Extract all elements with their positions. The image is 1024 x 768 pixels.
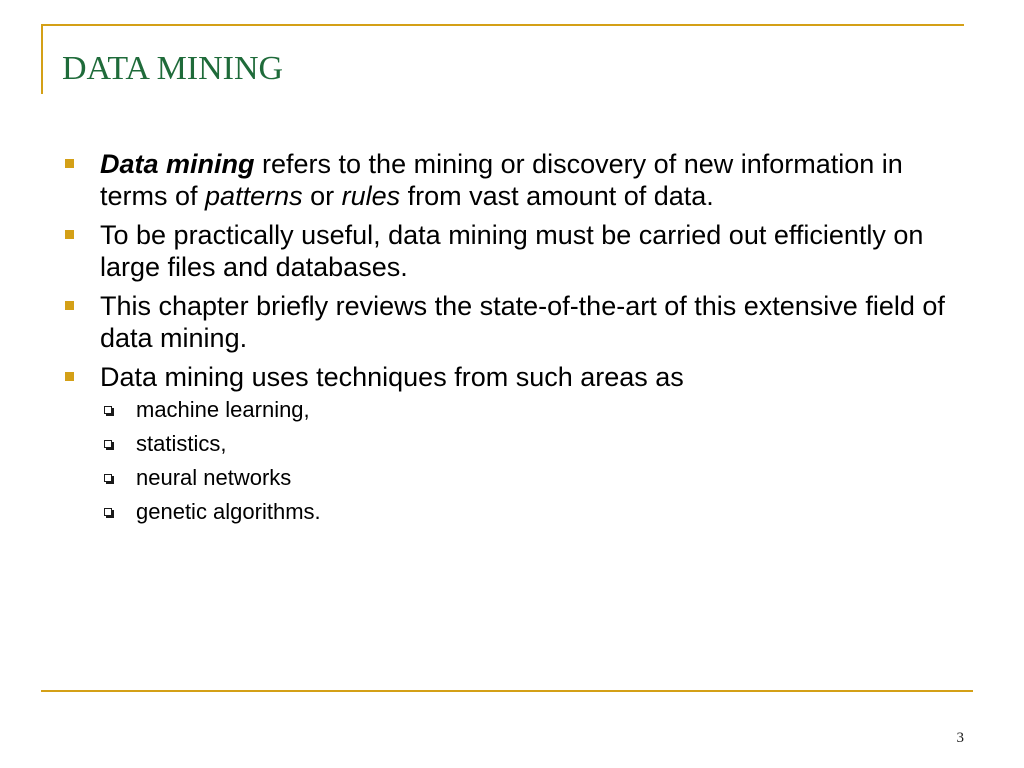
bullet-text: Data mining uses techniques from such areas as bbox=[100, 362, 684, 392]
page-number: 3 bbox=[956, 730, 964, 746]
bullet-data-mining-definition bbox=[58, 148, 958, 212]
sub-bullet-text: statistics, bbox=[136, 431, 227, 456]
bullet-techniques bbox=[58, 361, 958, 526]
square-bullet-icon bbox=[65, 230, 74, 239]
bullet-text-part: or bbox=[302, 181, 342, 211]
sub-bullet-item bbox=[100, 430, 958, 458]
sub-bullet-text: genetic algorithms. bbox=[136, 499, 321, 524]
square-bullet-icon bbox=[65, 159, 74, 168]
technique-sub-list bbox=[100, 396, 958, 526]
title-frame-edge bbox=[41, 24, 43, 94]
bullet-text-part: refers to the mining or discovery of new information in terms of bbox=[100, 149, 903, 211]
top-frame-line bbox=[41, 24, 964, 26]
square-bullet-icon bbox=[65, 372, 74, 381]
emphasis-patterns: patterns bbox=[205, 181, 303, 211]
footer-divider bbox=[41, 690, 973, 692]
hollow-square-bullet-icon bbox=[104, 508, 112, 516]
sub-bullet-item bbox=[100, 396, 958, 424]
hollow-square-bullet-icon bbox=[104, 440, 112, 448]
sub-bullet-text: neural networks bbox=[136, 465, 292, 490]
slide-title: DATA MINING bbox=[62, 50, 284, 87]
sub-bullet-text: machine learning, bbox=[136, 397, 310, 422]
square-bullet-icon bbox=[65, 301, 74, 310]
bullet-text: To be practically useful, data mining must be carried out efficiently on large files and databases. bbox=[100, 220, 924, 282]
term-data-mining: Data mining bbox=[100, 149, 255, 179]
sub-bullet-item bbox=[100, 498, 958, 526]
bullet-text-part: from vast amount of data. bbox=[400, 181, 714, 211]
hollow-square-bullet-icon bbox=[104, 474, 112, 482]
sub-bullet-item bbox=[100, 464, 958, 492]
bullet-text: This chapter briefly reviews the state-of-the-art of this extensive field of data mining. bbox=[100, 291, 945, 353]
bullet-practical-usefulness bbox=[58, 219, 958, 283]
bullet-list bbox=[58, 148, 958, 533]
hollow-square-bullet-icon bbox=[104, 406, 112, 414]
emphasis-rules: rules bbox=[341, 181, 401, 211]
bullet-chapter-review bbox=[58, 290, 958, 354]
